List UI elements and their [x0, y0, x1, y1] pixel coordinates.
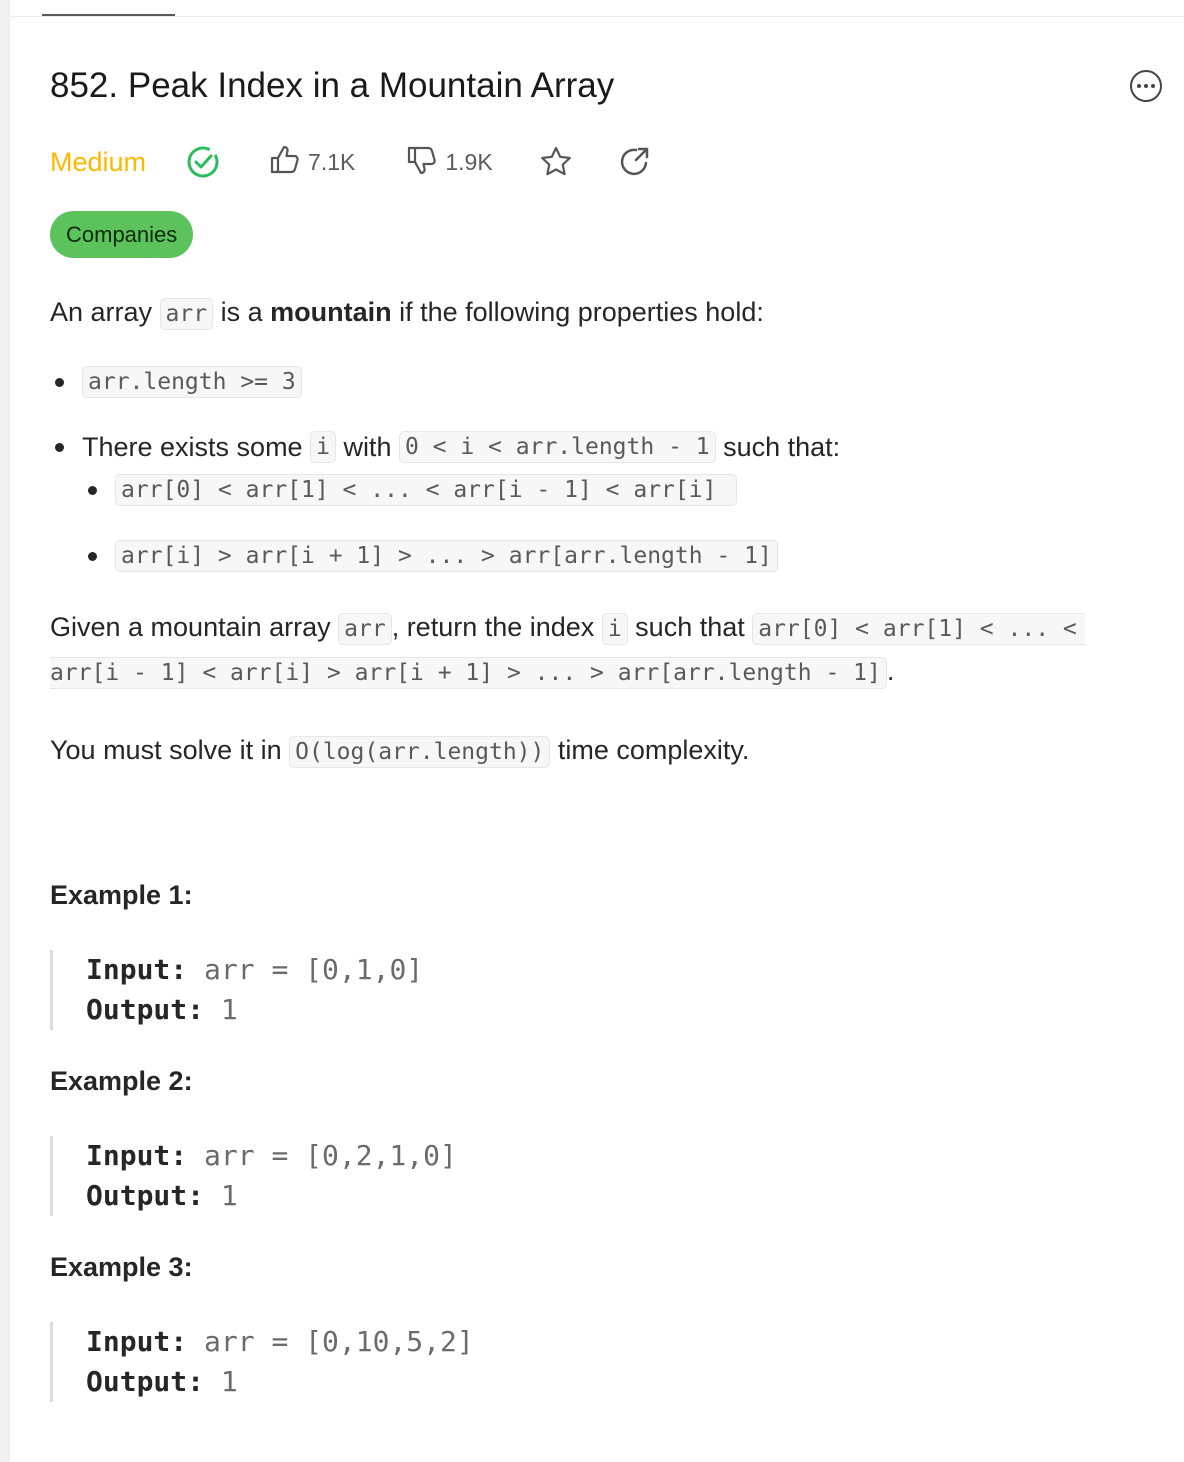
problem-title[interactable]: 852. Peak Index in a Mountain Array — [50, 66, 615, 105]
intro-text: if the following properties hold: — [391, 297, 764, 327]
given-text: . — [886, 656, 895, 686]
output-value: 1 — [204, 1179, 238, 1212]
given-code: arr[0] < arr[1] < ... < — [752, 613, 1085, 645]
output-label: Output: — [86, 1179, 205, 1212]
likes-count: 7.1K — [308, 148, 356, 175]
property-code: i — [310, 431, 336, 463]
output-label: Output: — [86, 1365, 205, 1398]
property-text: with — [335, 431, 399, 462]
complexity-code: O(log(arr.length)) — [289, 736, 550, 768]
output-value: 1 — [204, 1365, 238, 1398]
thumbs-down-icon — [405, 144, 437, 181]
example-2-heading: Example 2: — [50, 1066, 193, 1096]
input-value: arr = [0,1,0] — [187, 953, 424, 986]
sub-property-item-1 — [88, 474, 737, 506]
given-text: , return the index — [391, 612, 602, 642]
given-code: arr — [338, 613, 392, 645]
intro-bold: mountain — [270, 297, 392, 327]
thumbs-up-icon — [268, 144, 300, 181]
property-item-2 — [55, 431, 840, 463]
more-options-icon[interactable] — [1130, 70, 1162, 102]
bullet-dot — [88, 486, 97, 495]
property-item-1 — [55, 366, 302, 398]
output-value: 1 — [204, 993, 238, 1026]
intro-code: arr — [160, 298, 214, 330]
given-text: such that — [627, 612, 753, 642]
solve-text: You must solve it in — [50, 735, 290, 765]
companies-tag[interactable]: Companies — [50, 211, 193, 258]
complexity-requirement — [50, 728, 749, 774]
property-code: 0 < i < arr.length - 1 — [399, 431, 716, 463]
like-button[interactable] — [268, 144, 355, 181]
given-line-2 — [50, 656, 894, 687]
example-2-block — [50, 1136, 850, 1216]
property-code: arr.length >= 3 — [82, 366, 302, 398]
property-text: There exists some — [82, 431, 311, 462]
sub-property-item-2 — [88, 540, 778, 572]
bullet-dot — [55, 443, 64, 452]
property-code: arr[i] > arr[i + 1] > ... > arr[arr.length - 1] — [115, 540, 778, 572]
input-value: arr = [0,10,5,2] — [187, 1325, 474, 1358]
given-line-1 — [50, 612, 1085, 643]
problem-meta-bar — [50, 140, 651, 184]
given-code: i — [602, 613, 628, 645]
given-text: Given a mountain array — [50, 612, 339, 642]
intro-text: is a — [213, 297, 271, 327]
property-text: such that: — [715, 431, 841, 462]
intro-text: An array — [50, 297, 160, 327]
example-1-heading: Example 1: — [50, 880, 193, 910]
dislikes-count: 1.9K — [445, 148, 493, 175]
dislike-button[interactable] — [405, 144, 492, 181]
share-icon[interactable] — [617, 145, 651, 179]
example-3-block — [50, 1322, 850, 1402]
difficulty-badge: Medium — [50, 146, 147, 177]
solved-check-icon — [186, 145, 220, 179]
bullet-dot — [55, 378, 64, 387]
problem-description-panel — [10, 0, 1184, 1462]
example-3-heading: Example 3: — [50, 1252, 193, 1282]
example-1-block — [50, 950, 850, 1030]
input-label: Input: — [86, 1325, 188, 1358]
given-code: arr[i - 1] < arr[i] > arr[i + 1] > ... > arr[arr.length - 1] — [50, 657, 887, 689]
tab-divider — [10, 16, 1184, 17]
description-intro — [50, 290, 764, 336]
output-label: Output: — [86, 993, 205, 1026]
bullet-dot — [88, 552, 97, 561]
input-value: arr = [0,2,1,0] — [187, 1139, 457, 1172]
input-label: Input: — [86, 1139, 188, 1172]
solve-text: time complexity. — [550, 735, 750, 765]
input-label: Input: — [86, 953, 188, 986]
star-icon[interactable] — [539, 145, 573, 179]
property-code: arr[0] < arr[1] < ... < arr[i - 1] < arr[i] — [115, 474, 737, 506]
